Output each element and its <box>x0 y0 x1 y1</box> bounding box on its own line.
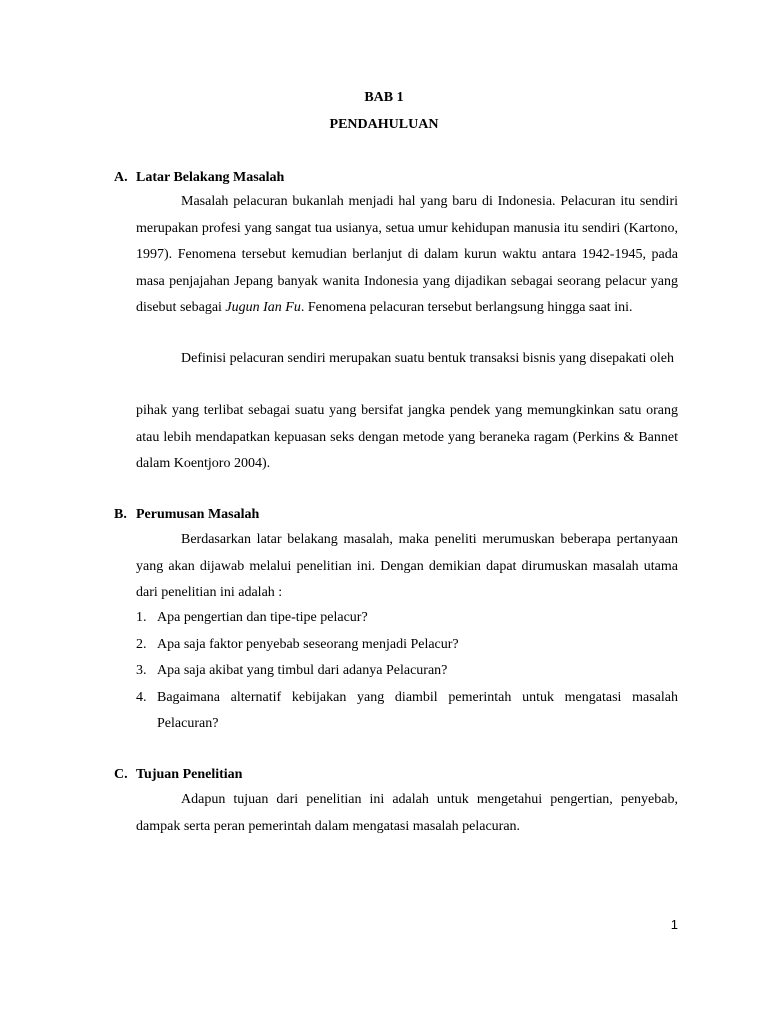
page-number: 1 <box>670 917 678 932</box>
list-item-number: 2. <box>136 636 147 652</box>
list-item <box>136 658 678 685</box>
list-item-number: 1. <box>136 610 147 625</box>
list-item-text: Apa saja faktor penyebab seseorang menjadi Pelacur? <box>157 636 459 652</box>
section-b-intro: Berdasarkan latar belakang masalah, maka peneliti merumuskan beberapa pertanyaan yang akan dijawab melalui penelitian ini. Dengan demikian dapat dirumuskan masalah utama dari penelitian ini adalah : <box>136 532 678 600</box>
list-item-number: 3. <box>136 663 147 678</box>
section-a-letter: A. <box>114 170 128 185</box>
section-a-title: Latar Belakang Masalah <box>136 170 285 185</box>
section-a-paragraph-2-continued: pihak yang terlibat sebagai suatu yang bersifat jangka pendek yang memungkinkan satu orang atau lebih mendapatkan kepuasan seks dengan metode yang beraneka ragam (Perkins & Bannet dalam Koentjoro 2004). <box>136 403 678 471</box>
section-a-paragraph-1 <box>136 189 678 322</box>
problem-list <box>136 605 678 738</box>
section-a-paragraph-2-start: Definisi pelacuran sendiri merupakan suatu bentuk transaksi bisnis yang disepakati oleh <box>181 351 674 366</box>
section-b-title: Perumusan Masalah <box>136 507 260 522</box>
chapter-number: BAB 1 <box>364 90 404 105</box>
list-item-text: Apa saja akibat yang timbul dari adanya Pelacuran? <box>157 663 448 678</box>
section-c-letter: C. <box>114 767 128 782</box>
list-item <box>136 605 678 632</box>
section-a-heading <box>114 170 284 186</box>
list-item <box>136 632 678 659</box>
section-c-paragraph: Adapun tujuan dari penelitian ini adalah untuk mengetahui pengertian, penyebab, dampak serta peran pemerintah dalam mengatasi masalah pelacuran. <box>136 792 678 834</box>
list-item <box>136 685 678 738</box>
section-a-p1-italic-term: Jugun Ian Fu <box>225 300 301 315</box>
section-a-p1-text: Masalah pelacuran bukanlah menjadi hal yang baru di Indonesia. Pelacuran itu sendiri merupakan profesi yang sangat tua usianya, setua umur kehidupan manusia itu sendiri (Kartono, 1997). Fenomena tersebut kemudian berlanjut di dalam kurun waktu antara 1942-1945, pada masa penjajahan Jepang banyak wanita Indonesia yang dijadikan sebagai seorang pelacur yang disebut sebagai <box>136 194 678 315</box>
section-a-p1-text-end: . Fenomena pelacuran tersebut berlangsung hingga saat ini. <box>300 300 633 315</box>
list-item-text: Apa pengertian dan tipe-tipe pelacur? <box>157 610 368 625</box>
section-c-title: Tujuan Penelitian <box>136 767 243 782</box>
chapter-title: PENDAHULUAN <box>329 117 439 132</box>
list-item-text: Bagaimana alternatif kebijakan yang diambil pemerintah untuk mengatasi masalah Pelacuran? <box>157 689 678 731</box>
section-c-heading <box>114 767 242 783</box>
list-item-number: 4. <box>136 689 147 705</box>
section-b-letter: B. <box>114 507 127 522</box>
section-b-heading <box>114 507 259 523</box>
